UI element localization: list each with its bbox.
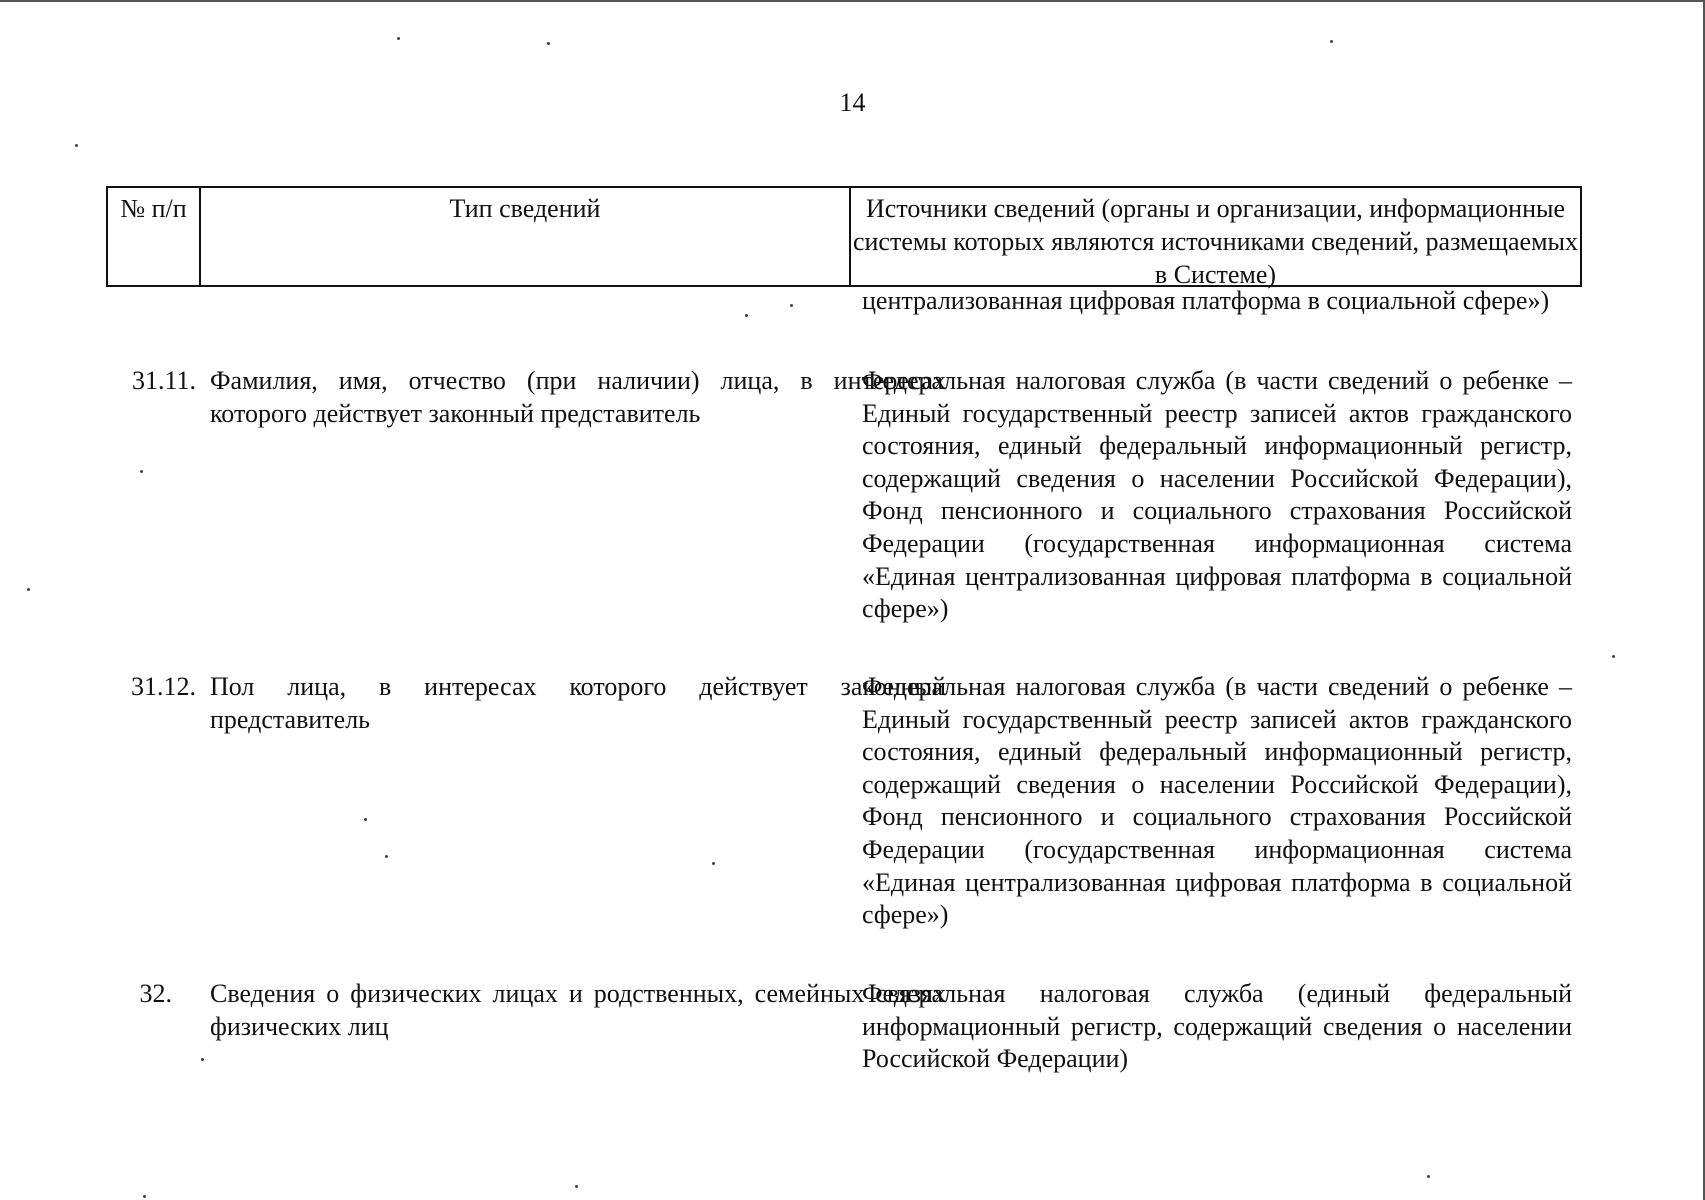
scan-speck	[27, 588, 30, 591]
row-number: 32.	[139, 979, 172, 1008]
page-number: 14	[839, 88, 866, 117]
header-sources-column: Источники сведений (органы и организации, информационные системы которых являются источниками сведений, размещаемых в Системе)	[852, 194, 1579, 289]
row-number: 31.11.	[131, 366, 196, 395]
row-sources: Федеральная налоговая служба (в части сведений о ребенке – Единый государственный реестр записей актов гражданского состояния, единый федеральный информационный регистр, содержащий сведения о населении Российской Федерации), Фонд пенсионного и социального страхования Российской Федерации (государственная информационная система «Единая централизованная цифровая платформа в социальной сфере»)	[862, 366, 1572, 624]
header-type-column: Тип сведений	[201, 188, 851, 285]
row-type: Сведения о физических лицах и родственных, семейных связях физических лиц	[210, 979, 946, 1041]
header-number-column: № п/п	[108, 188, 201, 285]
scan-speck	[790, 304, 793, 307]
scan-speck	[397, 37, 400, 40]
table-header	[106, 186, 1582, 287]
row-sources: Федеральная налоговая служба (в части сведений о ребенке – Единый государственный реестр записей актов гражданского состояния, единый федеральный информационный регистр, содержащий сведения о населении Российской Федерации), Фонд пенсионного и социального страхования Российской Федерации (государственная информационная система «Единая централизованная цифровая платформа в социальной сфере»)	[862, 672, 1572, 930]
continued-sources-text: централизованная цифровая платформа в социальной сфере»)	[862, 286, 1550, 315]
scan-speck	[75, 144, 78, 147]
scan-speck	[712, 862, 715, 865]
scan-speck	[385, 855, 388, 858]
row-type: Фамилия, имя, отчество (при наличии) лица, в интересах которого действует законный представитель	[210, 366, 946, 428]
scan-speck	[143, 1195, 146, 1198]
row-sources: Федеральная налоговая служба (единый федеральный информационный регистр, содержащий сведения о населении Российской Федерации)	[862, 979, 1572, 1074]
row-type: Пол лица, в интересах которого действует законный представитель	[210, 672, 946, 734]
scan-top-edge	[0, 0, 1705, 2]
scan-speck	[201, 1058, 204, 1061]
scan-speck	[140, 470, 143, 473]
scan-speck	[745, 314, 748, 317]
scan-speck	[1612, 655, 1615, 658]
scan-speck	[364, 818, 367, 821]
scan-speck	[547, 42, 550, 45]
scan-speck	[1427, 1175, 1430, 1178]
row-number: 31.12.	[131, 672, 196, 701]
scan-speck	[1330, 40, 1333, 43]
scan-speck	[575, 1185, 578, 1188]
